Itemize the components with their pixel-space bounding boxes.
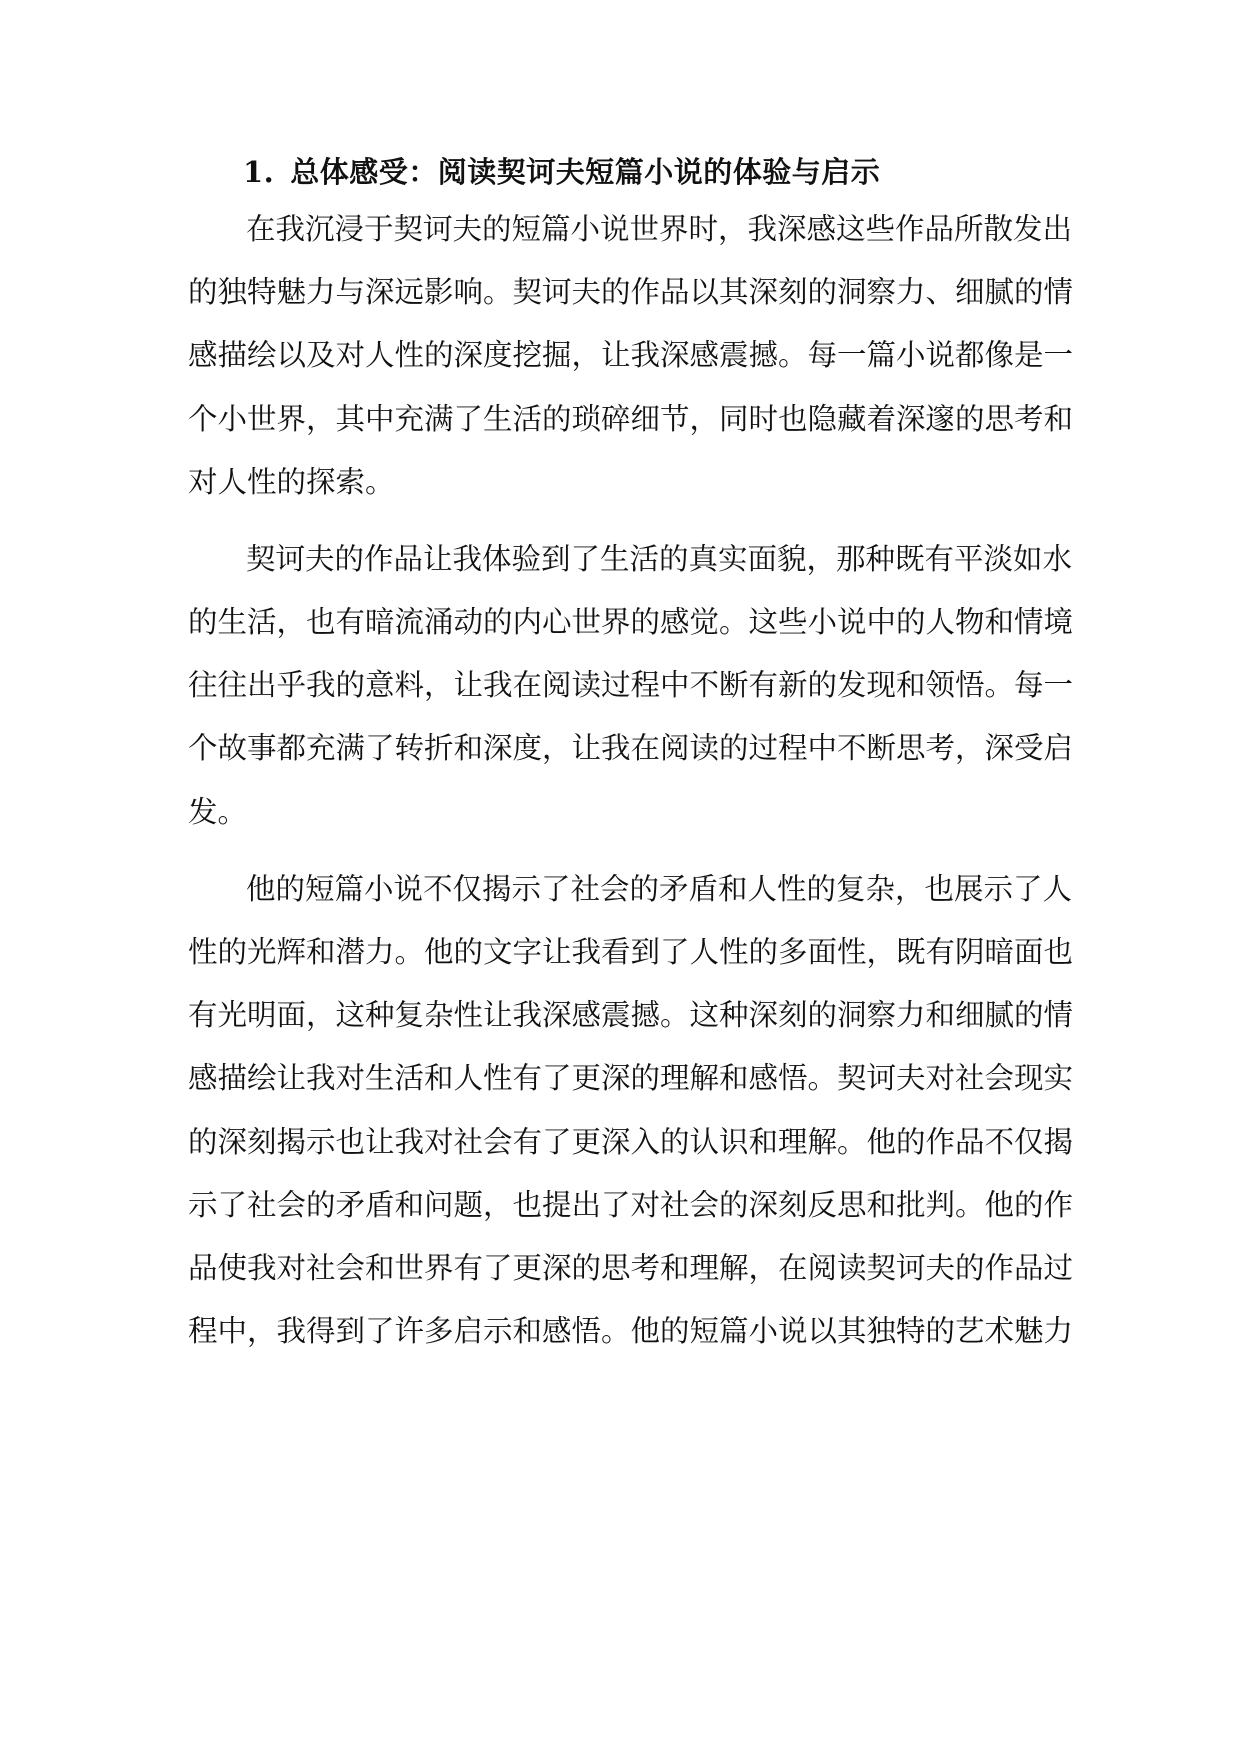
- section-number: 1.: [243, 155, 275, 189]
- section-title: 总体感受：阅读契诃夫短篇小说的体验与启示: [290, 155, 881, 189]
- paragraph-3-line: 示了社会的矛盾和问题，也提出了对社会的深刻反思和批判。他的作: [188, 1188, 1074, 1222]
- paragraph-2-line: 的生活，也有暗流涌动的内心世界的感觉。这些小说中的人物和情境: [188, 605, 1074, 639]
- paragraph-1-line: 个小世界，其中充满了生活的琐碎细节，同时也隐藏着深邃的思考和: [188, 402, 1074, 436]
- paragraph-2-line: 往往出乎我的意料，让我在阅读过程中不断有新的发现和领悟。每一: [188, 668, 1074, 702]
- paragraph-1-line: 对人性的探索。: [188, 465, 395, 499]
- paragraph-2-line: 发。: [188, 795, 248, 829]
- paragraph-1-line: 感描绘以及对人性的深度挖掘，让我深感震撼。每一篇小说都像是一: [188, 338, 1074, 372]
- paragraph-3-line: 的深刻揭示也让我对社会有了更深入的认识和理解。他的作品不仅揭: [188, 1125, 1074, 1159]
- paragraph-3-line: 感描绘让我对生活和人性有了更深的理解和感悟。契诃夫对社会现实: [188, 1061, 1074, 1095]
- paragraph-3-line: 性的光辉和潜力。他的文字让我看到了人性的多面性，既有阴暗面也: [188, 935, 1074, 969]
- section-heading: [243, 148, 880, 196]
- paragraph-3-line: 他的短篇小说不仅揭示了社会的矛盾和人性的复杂，也展示了人: [246, 872, 1073, 906]
- paragraph-2-line: 契诃夫的作品让我体验到了生活的真实面貌，那种既有平淡如水: [246, 542, 1073, 576]
- paragraph-3-line: 程中，我得到了许多启示和感悟。他的短篇小说以其独特的艺术魅力: [188, 1314, 1074, 1348]
- paragraph-3-line: 品使我对社会和世界有了更深的思考和理解，在阅读契诃夫的作品过: [188, 1251, 1074, 1285]
- paragraph-3-line: 有光明面，这种复杂性让我深感震撼。这种深刻的洞察力和细腻的情: [188, 998, 1074, 1032]
- paragraph-2-line: 个故事都充满了转折和深度，让我在阅读的过程中不断思考，深受启: [188, 731, 1074, 765]
- paragraph-1-line: 的独特魅力与深远影响。契诃夫的作品以其深刻的洞察力、细腻的情: [188, 275, 1074, 309]
- paragraph-1-line: 在我沉浸于契诃夫的短篇小说世界时，我深感这些作品所散发出: [246, 212, 1073, 246]
